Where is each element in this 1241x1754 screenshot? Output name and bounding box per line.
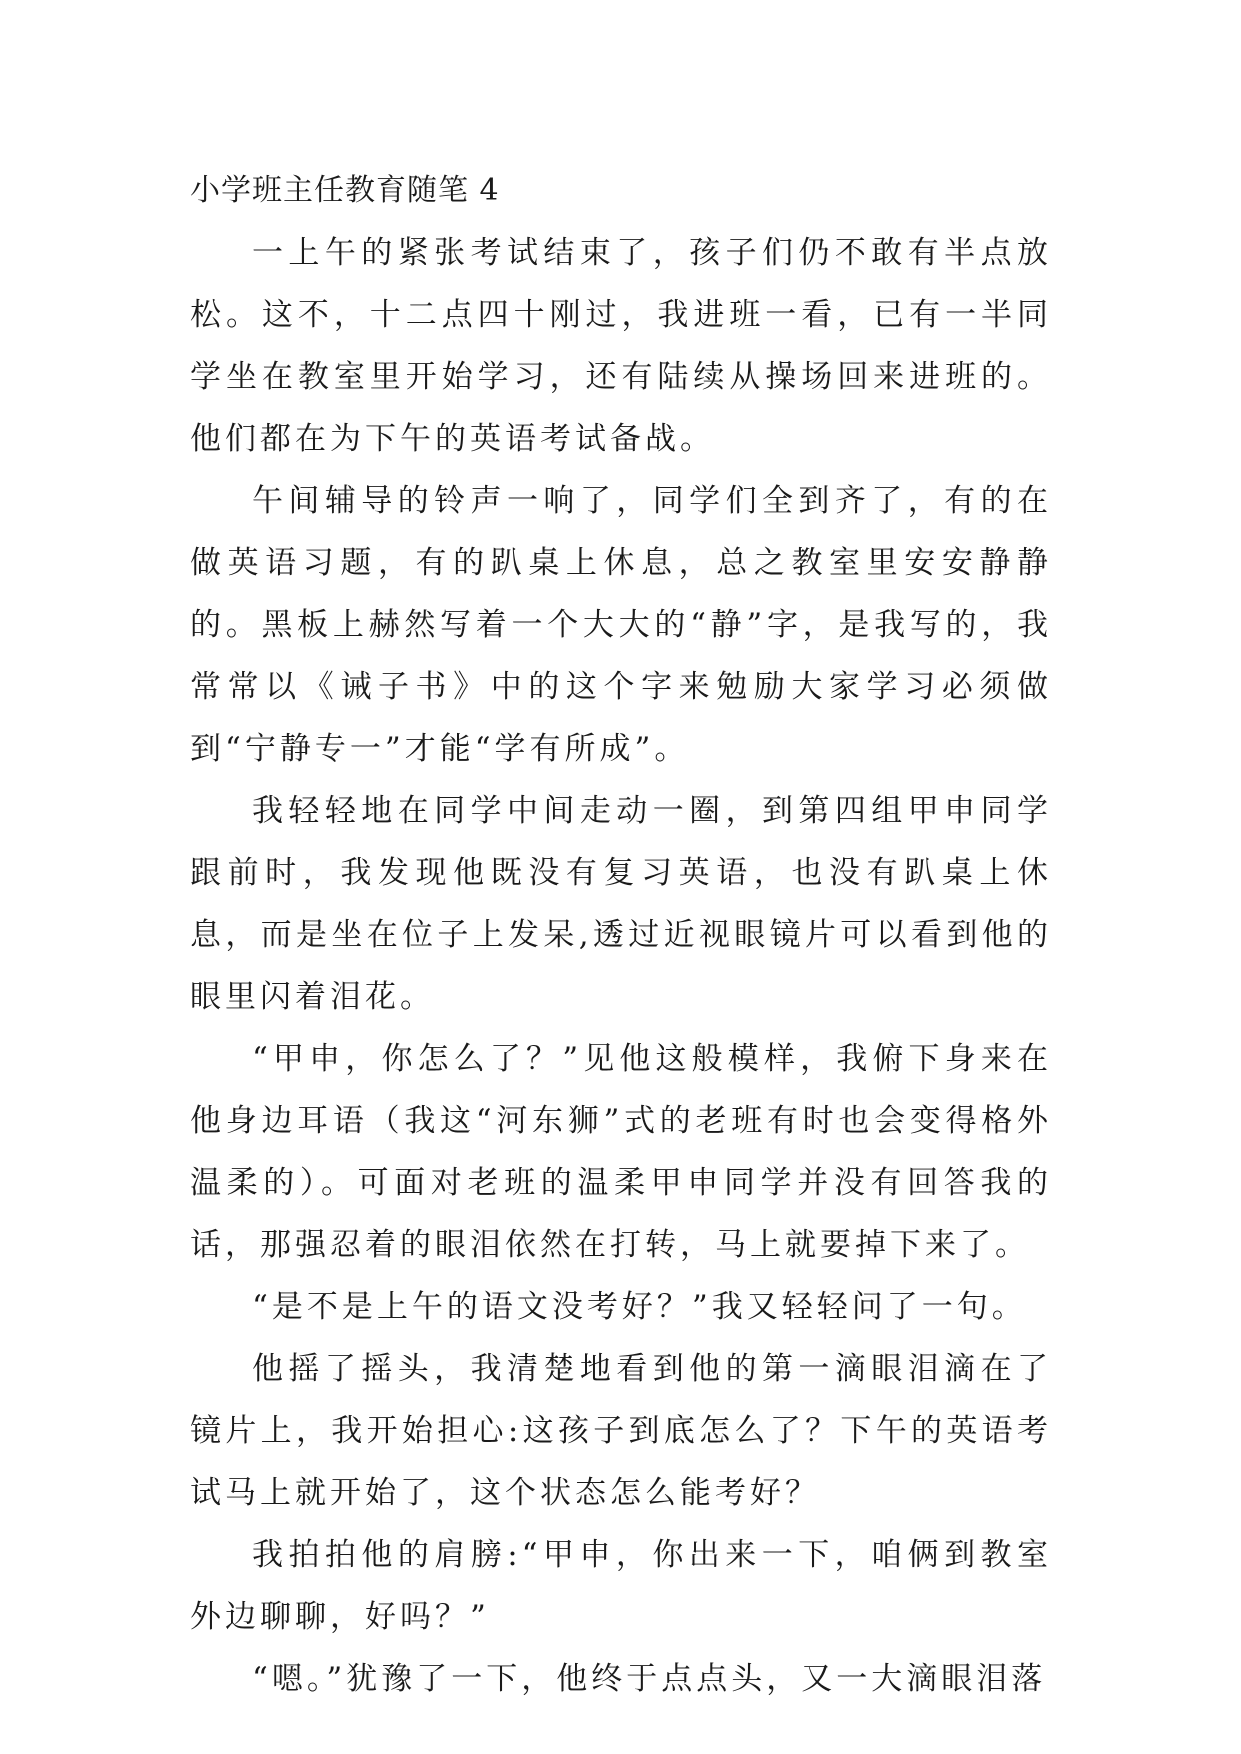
paragraph-4: “甲申，你怎么了？”见他这般模样，我俯下身来在他身边耳语（我这“河东狮”式的老班有时也会变得格外温柔的）。可面对老班的温柔甲申同学并没有回答我的话，那强忍着的眼泪依然在打转，马上就要掉下来了。: [190, 1041, 1052, 1263]
paragraph-2: 午间辅导的铃声一响了，同学们全到齐了，有的在做英语习题，有的趴桌上休息，总之教室里安安静静的。黑板上赫然写着一个大大的“静”字，是我写的，我常常以《诫子书》中的这个字来勉励大家学习必须做到“宁静专一”才能“学有所成”。: [190, 483, 1052, 767]
paragraph-3: 我轻轻地在同学中间走动一圈，到第四组甲申同学跟前时，我发现他既没有复习英语，也没有趴桌上休息，而是坐在位子上发呆,透过近视眼镜片可以看到他的眼里闪着泪花。: [190, 793, 1052, 1015]
paragraph-1: 一上午的紧张考试结束了，孩子们仍不敢有半点放松。这不，十二点四十刚过，我进班一看，已有一半同学坐在教室里开始学习，还有陆续从操场回来进班的。他们都在为下午的英语考试备战。: [190, 235, 1052, 457]
paragraph-7: 我拍拍他的肩膀:“甲申，你出来一下，咱俩到教室外边聊聊，好吗？”: [190, 1537, 1052, 1635]
paragraph-6: 他摇了摇头，我清楚地看到他的第一滴眼泪滴在了镜片上，我开始担心:这孩子到底怎么了？下午的英语考试马上就开始了，这个状态怎么能考好？: [190, 1351, 1052, 1511]
paragraph-8: “嗯。”犹豫了一下，他终于点点头，又一大滴眼泪落: [252, 1661, 1047, 1697]
paragraph-5: “是不是上午的语文没考好？”我又轻轻问了一句。: [252, 1289, 1027, 1325]
document-page: [190, 160, 1052, 1710]
document-title: 小学班主任教育随笔 4: [190, 173, 500, 208]
